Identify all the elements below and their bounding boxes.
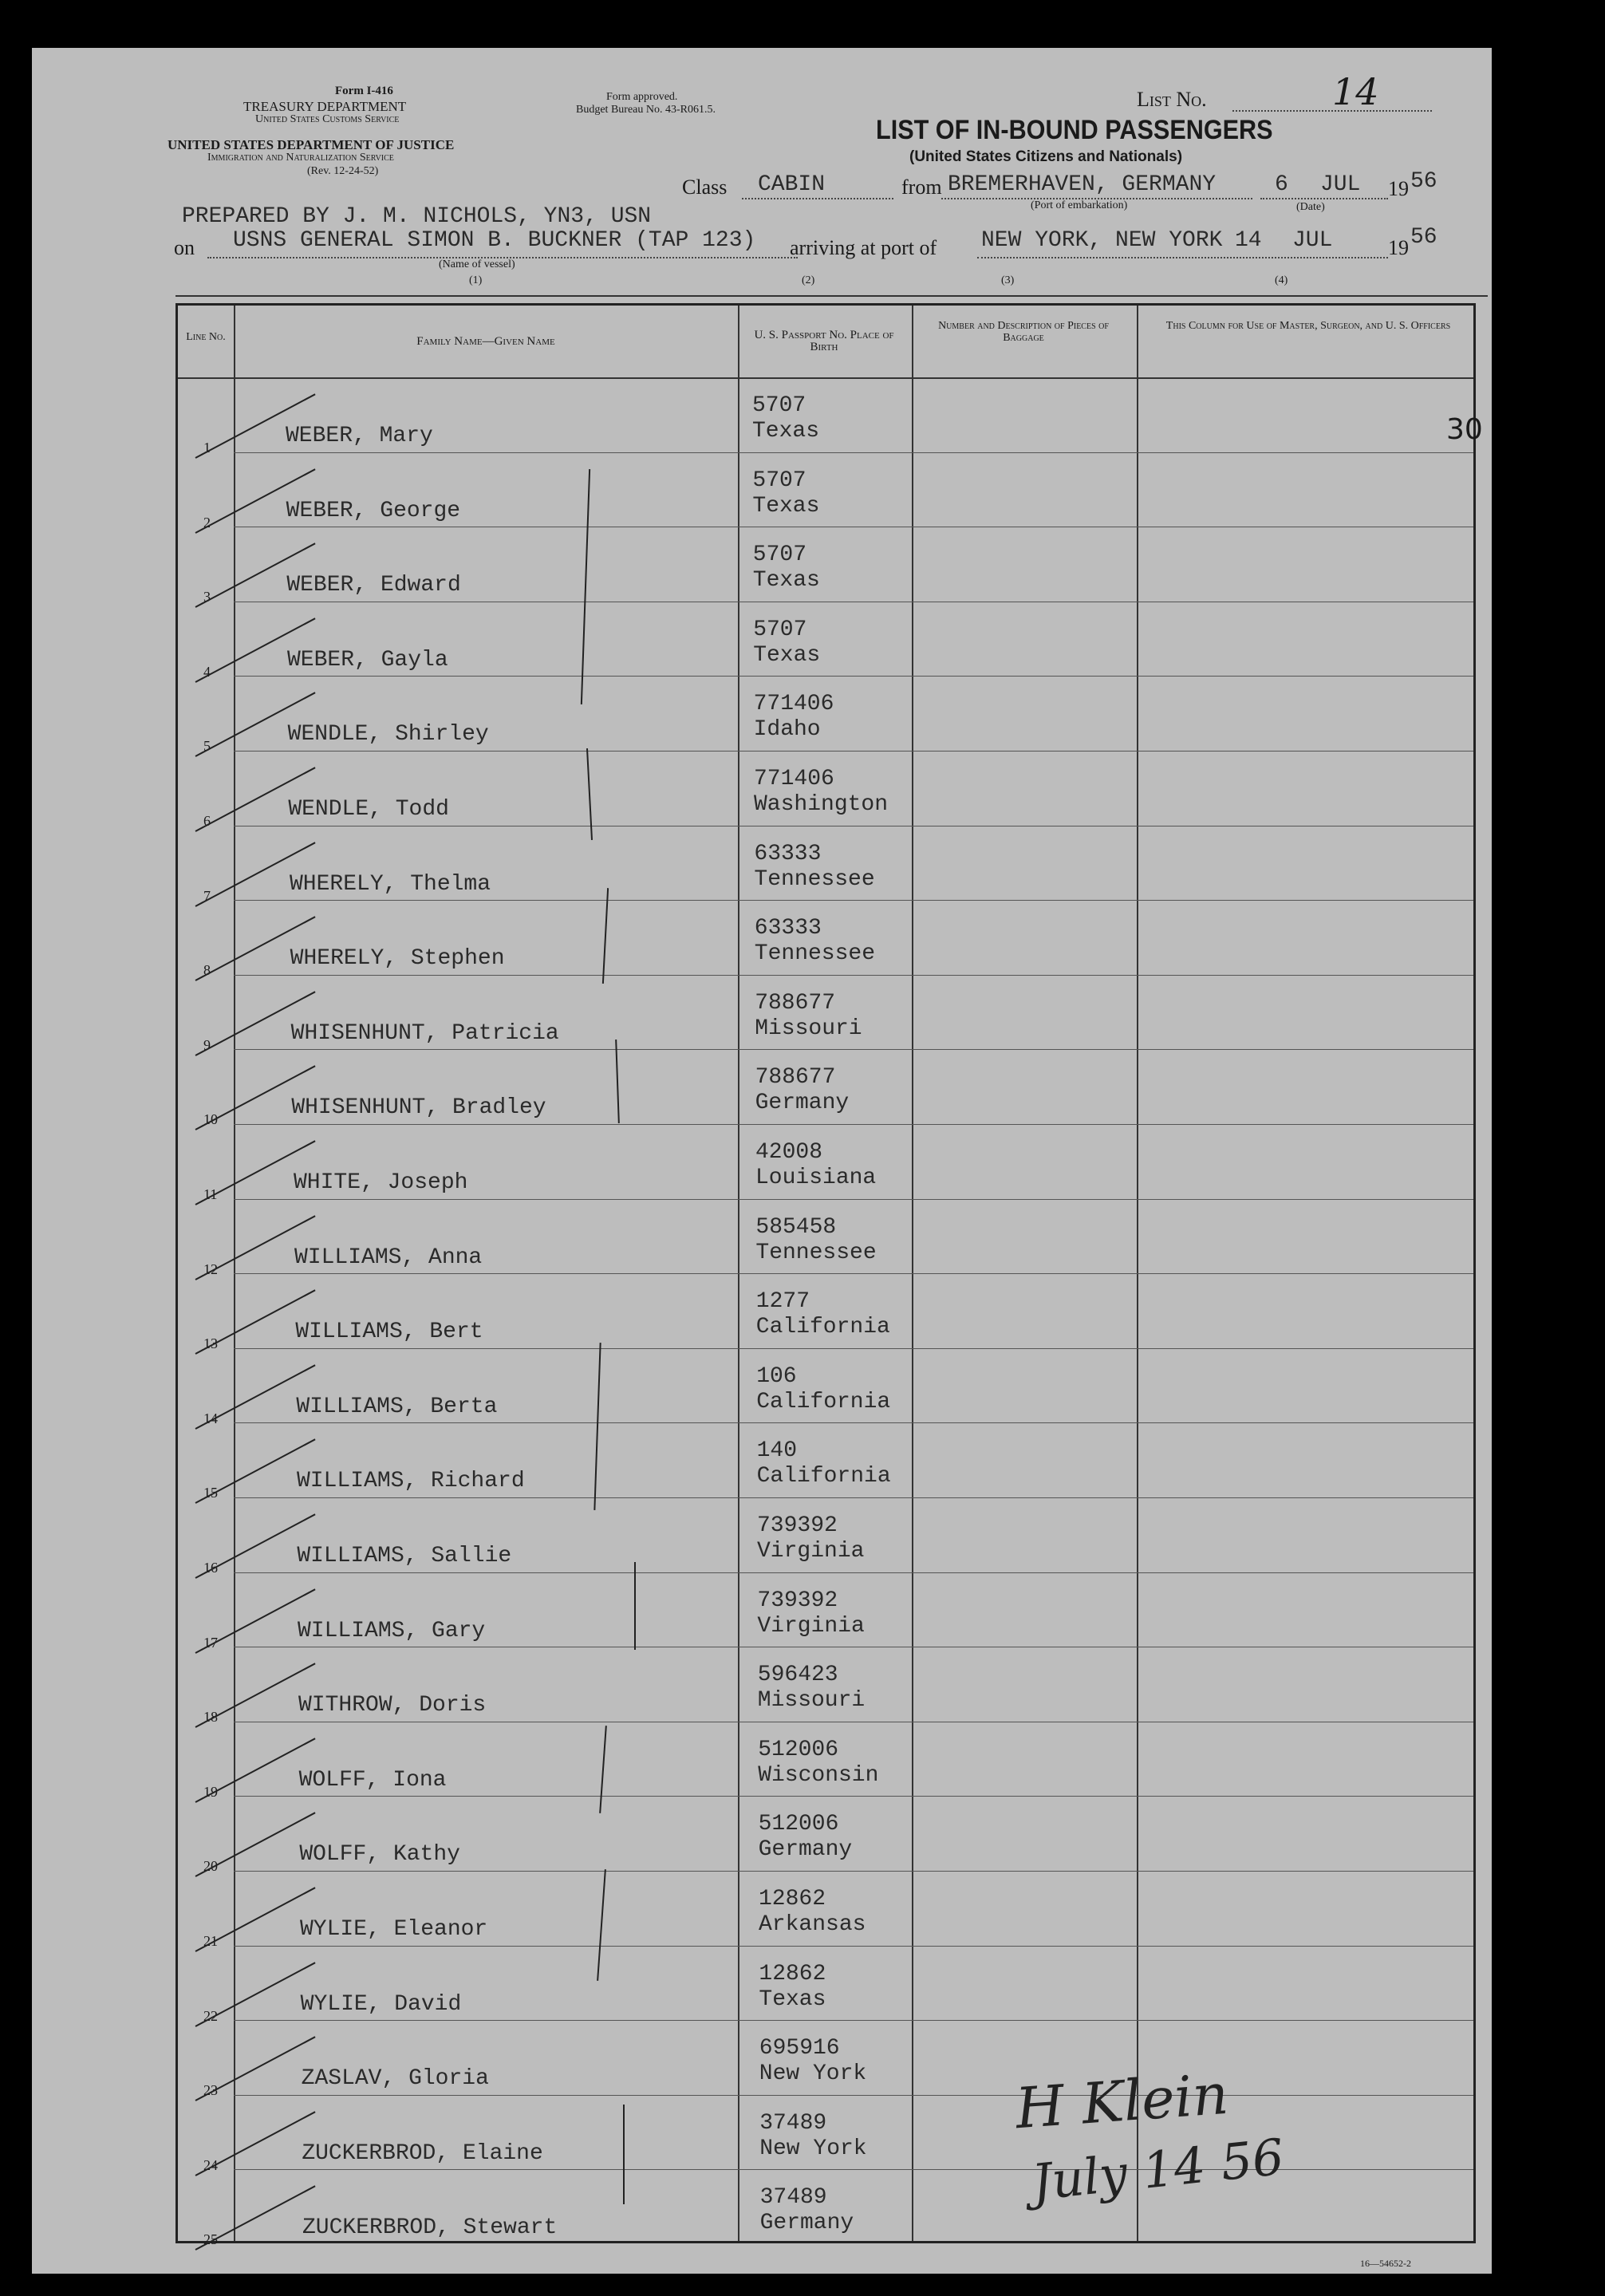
row-divider — [234, 1497, 1473, 1498]
passport-number: 5707 — [752, 467, 806, 493]
line-number: 2 — [203, 514, 211, 531]
list-no-value: 14 — [1332, 70, 1379, 113]
header-divider — [178, 377, 1473, 379]
passport-number: 5707 — [752, 393, 806, 418]
inspector-signature: H Klein — [1013, 2061, 1231, 2142]
passenger-name: WEBER, Mary — [286, 424, 433, 448]
line-number: 25 — [203, 2231, 218, 2248]
arrival-underline — [977, 257, 1388, 258]
passport-number: 106 — [756, 1363, 797, 1389]
place-of-birth: Tennessee — [754, 866, 875, 892]
officer-annotation: 30 — [1446, 413, 1483, 446]
passenger-name: WYLIE, David — [300, 1991, 462, 2017]
row-divider — [234, 751, 1473, 752]
row-divider — [234, 1871, 1473, 1872]
line-number: 18 — [203, 1709, 218, 1726]
line-number: 7 — [203, 887, 211, 904]
arr-year-prefix: 19 — [1388, 236, 1409, 259]
passenger-name: WHITE, Joseph — [294, 1170, 468, 1195]
family-bracket — [597, 1869, 606, 1981]
passenger-name: WILLIAMS, Sallie — [297, 1544, 512, 1568]
place-of-birth: Germany — [758, 1837, 853, 1863]
arrival-port: NEW YORK, NEW YORK — [981, 228, 1223, 253]
page-title: LIST OF IN-BOUND PASSENGERS — [876, 115, 1273, 145]
passenger-name: WILLIAMS, Anna — [294, 1245, 483, 1270]
customs-service: United States Customs Service — [255, 113, 400, 125]
place-of-birth: California — [756, 1464, 891, 1489]
check-mark — [195, 1663, 316, 1728]
family-bracket — [586, 748, 593, 840]
passenger-table — [175, 303, 1483, 2248]
passenger-name: WEBER, George — [286, 498, 461, 523]
check-mark — [195, 1813, 316, 1878]
arrival-month: JUL — [1292, 228, 1333, 253]
from-port: BREMERHAVEN, GERMANY — [948, 172, 1217, 197]
passenger-name: WITHROW, Doris — [298, 1693, 487, 1718]
row-divider — [234, 1946, 1473, 1947]
line-number: 8 — [203, 962, 211, 979]
check-mark — [195, 1887, 316, 1952]
passport-number: 695916 — [759, 2036, 840, 2061]
passport-number: 12862 — [759, 1961, 826, 1986]
passenger-name: WYLIE, Eleanor — [300, 1917, 488, 1942]
revision: (Rev. 12-24-52) — [307, 165, 379, 177]
line-number: 21 — [203, 1933, 218, 1949]
header-rule — [175, 295, 1488, 297]
line-number: 24 — [203, 2156, 218, 2173]
family-bracket — [623, 2105, 625, 2204]
passenger-name: ZUCKERBROD, Stewart — [302, 2215, 558, 2241]
footer-code: 16—54652-2 — [1360, 2258, 1411, 2269]
line-number: 17 — [203, 1634, 218, 1651]
line-number: 22 — [203, 2007, 218, 2024]
place-of-birth: Arkansas — [759, 1912, 866, 1937]
place-of-birth: Virginia — [757, 1539, 865, 1564]
family-bracket — [593, 1343, 601, 1510]
passport-number: 512006 — [758, 1737, 839, 1762]
year-prefix: 19 — [1388, 177, 1409, 200]
passenger-name: WOLFF, Kathy — [299, 1842, 460, 1868]
place-of-birth: Wisconsin — [758, 1762, 879, 1788]
line-number: 11 — [203, 1186, 218, 1202]
header-name: Family Name—Given Name — [416, 335, 555, 348]
place-of-birth: Germany — [755, 1091, 850, 1116]
passenger-name: WEBER, Gayla — [287, 647, 448, 673]
passenger-name: ZUCKERBROD, Elaine — [302, 2140, 543, 2166]
passenger-name: WHERELY, Thelma — [290, 871, 491, 897]
arrival-day: 14 — [1235, 228, 1262, 253]
place-of-birth: Virginia — [757, 1613, 865, 1639]
check-mark — [195, 1962, 316, 2027]
passport-number: 739392 — [757, 1513, 838, 1538]
date-caption: (Date) — [1296, 201, 1325, 213]
passport-number: 788677 — [755, 1065, 836, 1091]
header-passport: U. S. Passport No. Place of Birth — [754, 329, 894, 353]
passenger-name: WILLIAMS, Richard — [297, 1469, 525, 1494]
place-of-birth: Missouri — [757, 1688, 866, 1714]
passenger-name: WILLIAMS, Gary — [298, 1618, 486, 1643]
place-of-birth: Germany — [759, 2211, 854, 2236]
from-label: from — [901, 176, 942, 199]
row-divider — [234, 1273, 1473, 1274]
signature-date: July 14 56 — [1029, 2127, 1287, 2212]
check-mark — [195, 2111, 316, 2176]
passport-number: 771406 — [753, 692, 834, 717]
passenger-name: WHERELY, Stephen — [290, 946, 505, 972]
passport-number: 788677 — [755, 990, 836, 1016]
line-number: 20 — [203, 1858, 218, 1875]
passport-number: 5707 — [752, 542, 807, 568]
line-number: 13 — [203, 1335, 218, 1352]
class-value: CABIN — [758, 172, 826, 197]
ins-label: Immigration and Naturalization Service — [207, 152, 394, 164]
row-divider — [234, 1572, 1473, 1573]
line-number: 5 — [203, 738, 211, 755]
place-of-birth: Tennessee — [754, 941, 876, 967]
vessel-name: USNS GENERAL SIMON B. BUCKNER (TAP 123) — [233, 228, 756, 253]
place-of-birth: California — [755, 1315, 890, 1340]
arrival-year: 56 — [1410, 225, 1437, 250]
line-number: 23 — [203, 2082, 218, 2099]
row-divider — [234, 1124, 1473, 1125]
family-bracket — [581, 469, 590, 704]
line-number: 9 — [203, 1036, 211, 1053]
row-divider — [234, 1422, 1473, 1423]
departure-year: 56 — [1410, 169, 1437, 194]
header-baggage: Number and Description of Pieces of Baggage — [938, 320, 1109, 344]
vessel-caption: (Name of vessel) — [439, 258, 515, 270]
class-label: Class — [682, 176, 728, 199]
check-mark — [195, 1738, 316, 1803]
document-page — [32, 48, 1492, 2274]
line-number: 16 — [203, 1560, 218, 1576]
place-of-birth: Tennessee — [755, 1240, 877, 1265]
line-number: 15 — [203, 1485, 218, 1501]
passport-number: 12862 — [759, 1887, 826, 1911]
passport-number: 512006 — [758, 1812, 839, 1837]
passenger-name: WHISENHUNT, Patricia — [290, 1020, 559, 1046]
passport-number: 739392 — [757, 1588, 838, 1613]
place-of-birth: Texas — [759, 1986, 826, 2012]
passport-number: 37489 — [759, 2185, 827, 2211]
header-officers: This Column for Use of Master, Surgeon, and U. S. Officers — [1165, 320, 1451, 332]
passport-number: 596423 — [757, 1663, 838, 1688]
place-of-birth: Washington — [754, 792, 889, 817]
check-mark — [195, 2186, 316, 2251]
family-bracket — [599, 1726, 607, 1813]
treasury-dept: TREASURY DEPARTMENT — [243, 99, 407, 114]
date-underline — [1260, 198, 1388, 199]
row-divider — [234, 1796, 1473, 1797]
passenger-name: WILLIAMS, Berta — [296, 1394, 498, 1419]
passenger-name: WILLIAMS, Bert — [295, 1320, 483, 1345]
passport-number: 63333 — [754, 841, 822, 866]
arriving-label: arriving at port of — [790, 236, 937, 259]
line-number: 12 — [203, 1260, 218, 1277]
passenger-name: WHISENHUNT, Bradley — [291, 1095, 546, 1121]
row-divider — [234, 1199, 1473, 1200]
departure-month: JUL — [1320, 172, 1361, 197]
line-number: 1 — [203, 440, 211, 456]
place-of-birth: Texas — [753, 642, 821, 668]
place-of-birth: Texas — [752, 419, 820, 444]
place-of-birth: Texas — [752, 568, 820, 594]
justice-dept: UNITED STATES DEPARTMENT OF JUSTICE — [168, 137, 455, 152]
header-line-no: Line No. — [186, 331, 226, 343]
passport-number: 63333 — [754, 916, 822, 941]
row-divider — [234, 2020, 1473, 2021]
family-bracket — [634, 1562, 636, 1650]
line-number: 6 — [203, 813, 211, 829]
place-of-birth: Louisiana — [755, 1166, 877, 1190]
place-of-birth: New York — [759, 2061, 867, 2087]
passport-number: 771406 — [754, 767, 834, 791]
form-approved: Form approved. — [606, 91, 678, 103]
passport-number: 42008 — [755, 1140, 823, 1165]
family-bracket — [602, 888, 609, 984]
form-number: Form I-416 — [335, 85, 393, 97]
row-divider — [234, 452, 1473, 453]
line-number: 4 — [203, 663, 211, 680]
on-label: on — [174, 236, 195, 259]
place-of-birth: California — [756, 1389, 891, 1414]
departure-day: 6 — [1275, 172, 1288, 197]
line-number: 10 — [203, 1111, 218, 1128]
place-of-birth: Missouri — [755, 1016, 862, 1041]
row-divider — [234, 2095, 1473, 2096]
col-2-marker: (2) — [802, 274, 815, 286]
row-divider — [234, 900, 1473, 901]
row-divider — [234, 1348, 1473, 1349]
passport-number: 37489 — [759, 2110, 827, 2136]
row-divider — [234, 676, 1473, 677]
row-divider — [234, 975, 1473, 976]
place-of-birth: Idaho — [753, 717, 821, 743]
class-underline — [742, 198, 893, 199]
budget-bureau: Budget Bureau No. 43-R061.5. — [576, 104, 716, 116]
line-number: 14 — [203, 1410, 218, 1426]
passenger-name: WENDLE, Todd — [288, 797, 449, 822]
passport-number: 585458 — [755, 1214, 837, 1240]
prepared-by: PREPARED BY J. M. NICHOLS, YN3, USN — [182, 204, 652, 229]
col-1-marker: (1) — [469, 274, 483, 286]
passenger-name: WEBER, Edward — [286, 573, 461, 598]
col-3-marker: (3) — [1001, 274, 1015, 286]
col-4-marker: (4) — [1275, 274, 1288, 286]
passenger-name: WENDLE, Shirley — [287, 722, 489, 748]
row-divider — [234, 1049, 1473, 1050]
passport-number: 140 — [756, 1438, 798, 1464]
line-number: 19 — [203, 1783, 218, 1800]
row-divider — [234, 2169, 1473, 2170]
place-of-birth: Texas — [752, 493, 820, 519]
place-of-birth: New York — [759, 2136, 867, 2161]
passenger-name: ZASLAV, Gloria — [301, 2066, 489, 2092]
page-subtitle: (United States Citizens and Nationals) — [909, 148, 1183, 165]
port-embark-caption: (Port of embarkation) — [1031, 199, 1128, 211]
list-no-label: List No. — [1137, 88, 1207, 111]
passenger-name: WOLFF, Iona — [298, 1767, 447, 1793]
check-mark — [195, 2036, 316, 2101]
passport-number: 5707 — [753, 617, 807, 642]
family-bracket — [615, 1040, 620, 1123]
passport-number: 1277 — [755, 1289, 810, 1315]
line-number: 3 — [203, 589, 211, 606]
